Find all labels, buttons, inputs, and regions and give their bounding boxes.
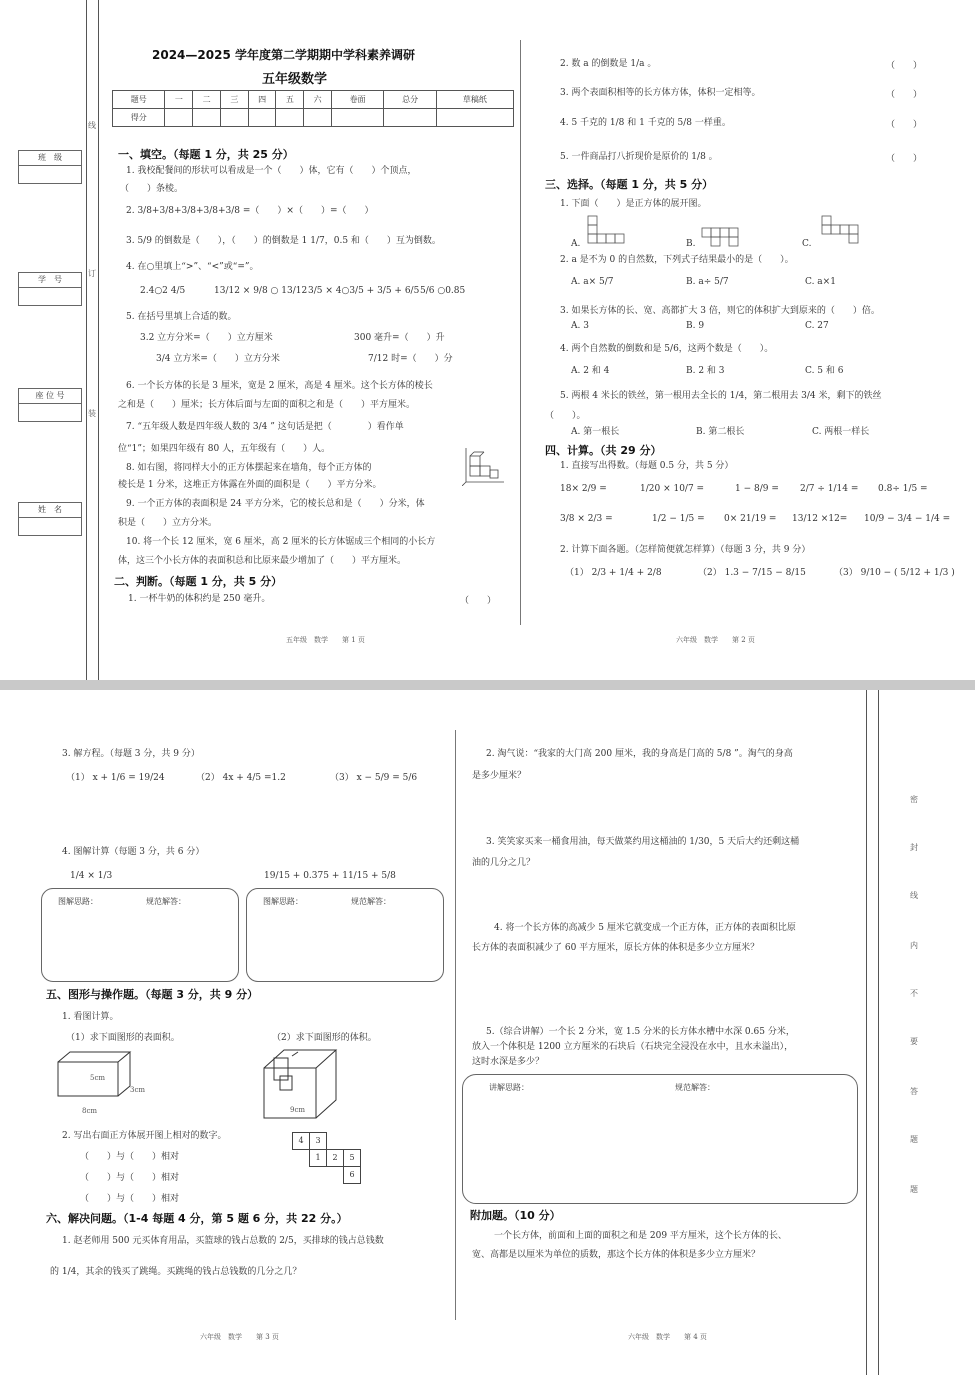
score-header: 二 <box>193 91 221 109</box>
problem-1b: 的 1/4，其余的钱买了跳绳。买跳绳的钱占总钱数的几分之几？ <box>50 1267 302 1277</box>
net-cell-6: 6 <box>343 1166 361 1184</box>
cuboid-height-label: 5cm <box>90 1074 106 1082</box>
geometry-1-sub-1: （1）求下面图形的表面积。 <box>66 1033 180 1043</box>
page-2-footer: 六年级 数学 第 2 页 <box>676 636 755 644</box>
exam-subtitle: 五年级数学 <box>262 72 328 87</box>
student-number-field[interactable]: 学 号 <box>18 272 82 306</box>
unit-item-1: 3.2 立方分米=（ ）立方厘米 <box>140 333 273 343</box>
section-6-title: 六、解决问题。（1-4 每题 4 分，第 5 题 6 分，共 22 分。） <box>46 1212 348 1225</box>
page-1-footer: 五年级 数学 第 1 页 <box>286 636 365 644</box>
net-cell-2: 2 <box>326 1149 344 1167</box>
section-1-title: 一、填空。（每题 1 分，共 25 分） <box>118 148 294 161</box>
unit-item-4: 7/12 时=（ ）分 <box>368 354 453 364</box>
problem-4a: 4. 将一个长方体的高减少 5 厘米它就变成一个正方体，正方体的表面积比原 <box>494 923 796 933</box>
score-cell[interactable] <box>220 109 248 127</box>
problem-4b: 长方体的表面积减少了 60 平方厘米，原长方体的体积是多少立方厘米？ <box>472 943 760 953</box>
diagram-answer-box-2[interactable] <box>246 888 444 982</box>
choice-3: 3. 如果长方体的长、宽、高都扩大 3 倍，则它的体积扩大到原来的（ ）倍。 <box>560 306 880 316</box>
question-2: 2. 3/8+3/8+3/8+3/8+3/8 =（ ）×（ ）=（ ） <box>126 206 374 216</box>
oral-calc-3: 1 − 8/9 = <box>735 484 779 494</box>
choice-4-option-c[interactable]: C. 5 和 6 <box>805 366 844 376</box>
geometry-1-sub-2: （2）求下面图形的体积。 <box>272 1033 377 1043</box>
cuboid-width-label: 3cm <box>130 1086 146 1094</box>
seal-char-3: 装 <box>88 409 96 418</box>
exam-sheet-2 <box>0 690 975 1375</box>
question-7b: 位“1”；如果四年级有 80 人，五年级有（ ）人。 <box>118 444 331 454</box>
right-binding-line-1 <box>866 690 867 1375</box>
score-table <box>112 90 514 127</box>
seal-char-2: 订 <box>88 269 96 278</box>
simplify-calc-2: （2） 1.3 − 7/15 − 8/15 <box>698 568 806 578</box>
simplify-calc-3: （3） 9/10 − ( 5/12 + 1/3 ) <box>834 568 955 578</box>
idea-label: 图解思路： <box>58 897 98 906</box>
score-cell[interactable] <box>165 109 193 127</box>
compare-item-1: 2.4○2 4/5 <box>140 286 186 296</box>
opposite-faces-line-1[interactable]: （ ）与（ ）相对 <box>80 1152 180 1162</box>
choice-3-option-c[interactable]: C. 27 <box>805 321 829 331</box>
equation-3: （3） x − 5/9 = 5/6 <box>330 773 418 783</box>
section-2-title: 二、判断。（每题 1 分，共 5 分） <box>114 575 283 588</box>
seat-number-field[interactable]: 座 位 号 <box>18 388 82 422</box>
seal-char: 内 <box>910 941 918 950</box>
choice-5-option-c[interactable]: C. 两根一样长 <box>812 427 870 437</box>
calc-3: 3. 解方程。（每题 3 分，共 9 分） <box>62 749 200 759</box>
oral-calc-1: 18× 2/9 = <box>560 484 607 494</box>
seal-char: 不 <box>910 989 918 998</box>
calc-1: 1. 直接写出得数。（每题 0.5 分，共 5 分） <box>560 461 734 471</box>
choice-1-option-a[interactable]: A. <box>571 239 581 249</box>
sheet-gap <box>0 680 975 690</box>
idea-label: 图解思路： <box>263 897 303 906</box>
class-field[interactable]: 班 级 <box>18 150 82 184</box>
problem-5c: 这时水深是多少？ <box>472 1057 545 1067</box>
choice-4: 4. 两个自然数的倒数和是 5/6，这两个数是（ ）。 <box>560 344 774 354</box>
exam-sheet-1 <box>0 0 975 680</box>
opposite-faces-line-3[interactable]: （ ）与（ ）相对 <box>80 1194 180 1204</box>
question-10b: 体，这三个小长方体的表面积总和比原来最少增加了（ ）平方厘米。 <box>118 556 407 566</box>
simplify-calc-1: （1） 2/3 + 1/4 + 2/8 <box>565 568 662 578</box>
oral-calc-10: 10/9 − 3/4 − 1/4 = <box>864 514 951 524</box>
choice-2: 2. a 是不为 0 的自然数，下列式子结果最小的是（ ）。 <box>560 255 794 265</box>
answer-label: 规范解答： <box>351 897 391 906</box>
judge-5-answer[interactable]: （ ） <box>886 154 923 164</box>
answer-label: 规范解答： <box>146 897 186 906</box>
question-6b: 之和是（ ）厘米；长方体后面与左面的面积之和是（ ）平方厘米。 <box>118 400 416 410</box>
binding-line-left <box>86 0 87 680</box>
page-divider-1 <box>520 40 521 625</box>
oral-calc-9: 13/12 ×12= <box>792 514 848 524</box>
judge-1-answer[interactable]: （ ） <box>460 596 497 606</box>
score-header: 四 <box>248 91 276 109</box>
score-header: 一 <box>165 91 193 109</box>
geometry-1: 1. 看图计算。 <box>62 1012 119 1022</box>
score-header: 草稿纸 <box>436 91 513 109</box>
question-3: 3. 5/9 的倒数是（ ），（ ）的倒数是 1 1/7，0.5 和（ ）互为倒数。 <box>126 236 441 246</box>
compare-item-2: 13/12 × 9/8 ○ 13/12 <box>214 286 308 296</box>
question-8b: 棱长是 1 分米，这堆正方体露在外面的面积是（ ）平方分米。 <box>118 480 382 490</box>
stacked-cubes-figure <box>462 446 506 486</box>
choice-2-option-c[interactable]: C. a×1 <box>805 277 836 287</box>
section-4-title: 四、计算。（共 29 分） <box>545 444 662 457</box>
cuboid-length-label: 8cm <box>82 1107 98 1115</box>
answer-label: 规范解答： <box>675 1083 715 1092</box>
diagram-answer-box-1[interactable] <box>41 888 239 982</box>
net-cell-3: 3 <box>309 1132 327 1150</box>
solid-edge-label: 9cm <box>290 1106 306 1114</box>
choice-1-option-b[interactable]: B. <box>686 239 696 249</box>
page-3-footer: 六年级 数学 第 3 页 <box>200 1333 279 1341</box>
question-1b: （ ）条棱。 <box>120 184 184 194</box>
score-header: 卷面 <box>331 91 383 109</box>
score-cell[interactable] <box>384 109 436 127</box>
opposite-faces-line-2[interactable]: （ ）与（ ）相对 <box>80 1173 180 1183</box>
judge-3: 3. 两个表面积相等的长方体方体，体积一定相等。 <box>560 88 761 98</box>
choice-4-option-a[interactable]: A. 2 和 4 <box>571 366 610 376</box>
judge-4: 4. 5 千克的 1/8 和 1 千克的 5/8 一样重。 <box>560 118 731 128</box>
seal-char: 要 <box>910 1037 918 1046</box>
choice-5b: （ ）。 <box>545 411 586 421</box>
seal-char: 封 <box>910 843 918 852</box>
judge-2-answer[interactable]: （ ） <box>886 61 923 71</box>
score-cell[interactable] <box>193 109 221 127</box>
diagram-calc-1: 1/4 × 1/3 <box>70 871 113 881</box>
oral-calc-5: 0.8÷ 1/5 = <box>878 484 928 494</box>
score-row-label: 得分 <box>113 109 165 127</box>
unit-item-3: 3/4 立方米=（ ）立方分米 <box>156 354 280 364</box>
section-5-title: 五、图形与操作题。（每题 3 分，共 9 分） <box>46 988 259 1001</box>
judge-3-answer[interactable]: （ ） <box>886 90 923 100</box>
score-cell[interactable] <box>436 109 513 127</box>
judge-1: 1. 一杯牛奶的体积约是 250 毫升。 <box>128 594 271 604</box>
explain-label: 讲解思路： <box>489 1083 529 1092</box>
problem-1a: 1. 赵老师用 500 元买体育用品，买篮球的钱占总数的 2/5，买排球的钱占总钱数 <box>62 1236 384 1246</box>
calc-2: 2. 计算下面各题。（怎样简便就怎样算）（每题 3 分，共 9 分） <box>560 545 811 555</box>
score-cell[interactable] <box>248 109 276 127</box>
equation-1: （1） x + 1/6 = 19/24 <box>66 773 165 783</box>
choice-5-option-a[interactable]: A. 第一根长 <box>571 427 620 437</box>
seal-char: 答 <box>910 1087 918 1096</box>
judge-4-answer[interactable]: （ ） <box>886 120 923 130</box>
seal-char: 题 <box>910 1135 918 1144</box>
score-cell[interactable] <box>304 109 332 127</box>
page-4-footer: 六年级 数学 第 4 页 <box>628 1333 707 1341</box>
equation-2: （2） 4x + 4/5 =1.2 <box>196 773 286 783</box>
problem-2a: 2. 淘气说：“我家的大门高 200 厘米，我的身高是门高的 5/8 ”。淘气的身高 <box>486 749 793 759</box>
page-divider-2 <box>455 730 456 1320</box>
question-1a: 1. 我校配餐间的形状可以看成是一个（ ）体，它有（ ）个顶点， <box>126 166 417 176</box>
problem-5b: 放入一个体积是 1200 立方厘米的石块后（石块完全浸没在水中，且水未溢出）， <box>472 1042 794 1052</box>
choice-5-option-b[interactable]: B. 第二根长 <box>696 427 745 437</box>
choice-3-option-a[interactable]: A. 3 <box>571 321 589 331</box>
score-table-score-row <box>113 109 514 127</box>
question-6a: 6. 一个长方体的长是 3 厘米，宽是 2 厘米，高是 4 厘米。这个长方体的棱长 <box>126 381 433 391</box>
exam-title: 2024—2025 学年度第二学期期中学科素养调研 <box>152 48 415 62</box>
problem-3b: 油的几分之几？ <box>472 858 536 868</box>
question-10a: 10. 将一个长 12 厘米，宽 6 厘米，高 2 厘米的长方体锯成三个相同的小长方 <box>126 537 436 547</box>
question-8a: 8. 如右图，将同样大小的正方体摆起来在墙角，每个正方体的 <box>126 463 372 473</box>
oral-calc-7: 1/2 − 1/5 = <box>652 514 705 524</box>
bonus-question-b: 宽、高都是以厘米为单位的质数，那这个长方体的体积是多少立方厘米？ <box>472 1250 761 1260</box>
choice-3-option-b[interactable]: B. 9 <box>686 321 705 331</box>
score-table-header-row <box>113 91 514 109</box>
bonus-title: 附加题。（10 分） <box>470 1209 561 1222</box>
right-binding-line-2 <box>878 690 879 1375</box>
seal-char: 题 <box>910 1185 918 1194</box>
problem-5a: 5.（综合讲解）一个长 2 分米，宽 1.5 分米的长方体水槽中水深 0.65 分米， <box>486 1027 795 1037</box>
score-header: 题号 <box>113 91 165 109</box>
question-9a: 9. 一个正方体的表面积是 24 平方分米，它的棱长总和是（ ）分米，体 <box>126 499 425 509</box>
judge-2: 2. 数 a 的倒数是 1/a 。 <box>560 59 657 69</box>
cube-net-a <box>586 214 630 248</box>
judge-5: 5. 一件商品打八折现价是原价的 1/8 。 <box>560 152 718 162</box>
net-cell-4: 4 <box>292 1132 310 1150</box>
score-cell[interactable] <box>331 109 383 127</box>
net-cell-1: 1 <box>309 1149 327 1167</box>
score-header: 总分 <box>384 91 436 109</box>
question-5: 5. 在括号里填上合适的数。 <box>126 312 237 322</box>
net-cell-5: 5 <box>343 1149 361 1167</box>
name-field[interactable]: 姓 名 <box>18 502 82 536</box>
choice-4-option-b[interactable]: B. 2 和 3 <box>686 366 725 376</box>
score-header: 三 <box>220 91 248 109</box>
binding-line-right <box>98 0 99 680</box>
choice-2-option-b[interactable]: B. a÷ 5/7 <box>686 277 729 287</box>
problem-3a: 3. 笑笑家买来一桶食用油，每天做菜约用这桶油的 1/30，5 天后大约还剩这桶 <box>486 837 800 847</box>
bonus-question-a: 一个长方体，前面和上面的面积之和是 209 平方厘米，这个长方体的长、 <box>494 1231 787 1241</box>
question-9b: 积是（ ）立方分米。 <box>118 518 218 528</box>
problem-5-answer-box[interactable] <box>462 1074 858 1204</box>
cube-net-c <box>818 214 866 246</box>
score-header: 六 <box>304 91 332 109</box>
score-header: 五 <box>276 91 304 109</box>
diagram-calc-2: 19/15 + 0.375 + 11/15 + 5/8 <box>264 871 396 881</box>
calc-4: 4. 图解计算（每题 3 分，共 6 分） <box>62 847 205 857</box>
seal-char: 线 <box>910 891 918 900</box>
cube-net-b <box>700 222 748 250</box>
problem-2b: 是多少厘米？ <box>472 771 527 781</box>
oral-calc-2: 1/20 × 10/7 = <box>640 484 705 494</box>
question-7a: 7. “五年级人数是四年级人数的 3/4 ” 这句话是把（ ）看作单 <box>126 422 404 432</box>
seal-char: 密 <box>910 795 918 804</box>
oral-calc-6: 3/8 × 2/3 = <box>560 514 613 524</box>
choice-2-option-a[interactable]: A. a× 5/7 <box>571 277 614 287</box>
oral-calc-4: 2/7 ÷ 1/14 = <box>800 484 859 494</box>
oral-calc-8: 0× 21/19 = <box>724 514 777 524</box>
section-3-title: 三、选择。（每题 1 分，共 5 分） <box>545 178 714 191</box>
choice-5a: 5. 两根 4 米长的铁丝，第一根用去全长的 1/4，第二根用去 3/4 米，剩下的铁丝 <box>560 391 882 401</box>
compare-item-4: 5/6 ○0.85 <box>420 286 466 296</box>
geometry-2: 2. 写出右面正方体展开图上相对的数字。 <box>62 1131 227 1141</box>
choice-1-option-c[interactable]: C. <box>802 239 812 249</box>
unit-item-2: 300 毫升=（ ）升 <box>354 333 445 343</box>
question-4: 4. 在○里填上“>”、“<”或“=”。 <box>126 262 259 272</box>
compare-item-3: 3/5 × 4○3/5 + 3/5 + 6/5 <box>308 286 420 296</box>
score-cell[interactable] <box>276 109 304 127</box>
choice-1: 1. 下面（ ）是正方体的展开图。 <box>560 199 707 209</box>
seal-char-1: 线 <box>88 121 96 130</box>
